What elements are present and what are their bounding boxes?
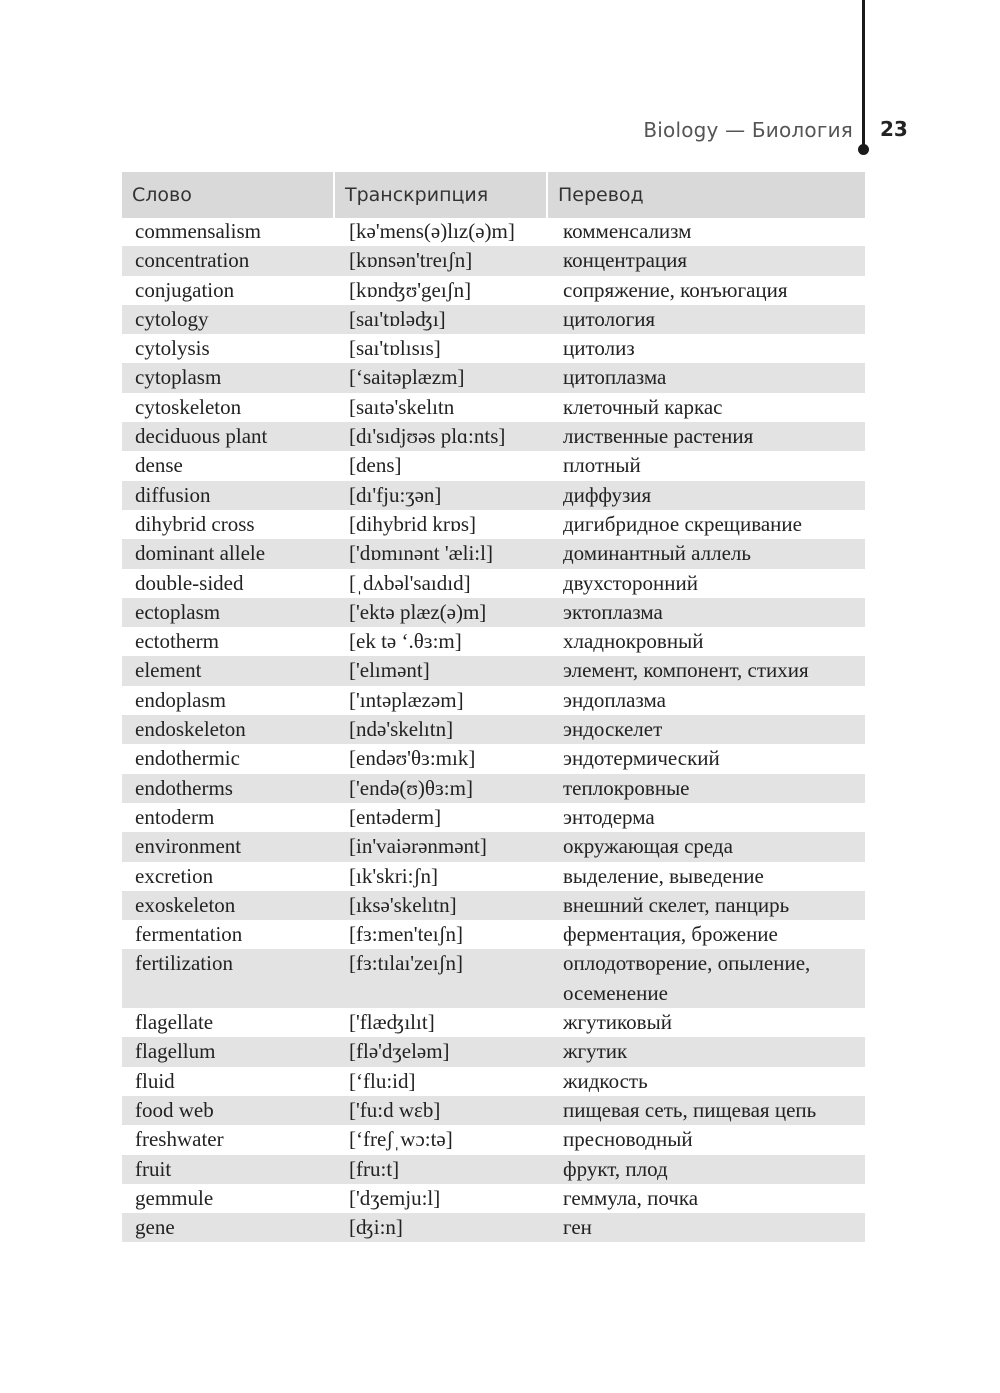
word-cell: double-sided (135, 570, 244, 595)
transcription-cell: [ˌdʌbəl'saıdıd] (349, 570, 471, 595)
table-row (122, 451, 865, 480)
transcription-cell: [dens] (349, 453, 402, 478)
translation-cell: энтодерма (563, 804, 655, 829)
table-row (122, 510, 865, 539)
word-cell: conjugation (135, 277, 235, 302)
word-cell: cytoplasm (135, 365, 222, 390)
transcription-cell: ['elımənt] (349, 658, 430, 683)
translation-cell: жгутик (563, 1039, 628, 1064)
translation-cell: выделение, выведение (563, 863, 764, 888)
transcription-cell: [ıksə'skelıtn] (349, 892, 457, 917)
page-marker-dot (858, 144, 869, 155)
word-cell: gene (135, 1215, 175, 1240)
transcription-cell: [kɒnsən'treıʃn] (349, 248, 473, 273)
word-cell: flagellate (135, 1010, 214, 1035)
table-row (122, 1184, 865, 1213)
word-cell: ectotherm (135, 629, 219, 654)
running-title: Biology — Биология (643, 118, 853, 142)
table-row (122, 598, 865, 627)
translation-cell: внешний скелет, панцирь (563, 892, 790, 917)
word-cell: commensalism (135, 219, 261, 243)
word-cell: endoplasm (135, 687, 226, 712)
translation-cell: фрукт, плод (563, 1156, 668, 1181)
word-cell: fermentation (135, 922, 243, 947)
transcription-cell: ['dʒemju:l] (349, 1185, 441, 1210)
transcription-cell: ['endə(ʊ)θɜ:m] (349, 775, 473, 800)
transcription-cell: ['flæʤılıt] (349, 1010, 435, 1035)
translation-cell: концентрация (563, 248, 688, 273)
translation-cell: ген (563, 1215, 592, 1240)
word-cell: cytolysis (135, 336, 210, 361)
word-cell: flagellum (135, 1039, 216, 1064)
table-row (122, 481, 865, 510)
translation-cell: эндоплазма (563, 687, 666, 712)
translation-cell: двухсторонний (563, 570, 698, 595)
transcription-cell: [kɒnʤʊ'geıʃn] (349, 277, 472, 302)
word-cell: dihybrid cross (135, 511, 255, 536)
table-row (122, 1096, 865, 1125)
word-cell: cytoskeleton (135, 394, 242, 419)
translation-cell: окружающая среда (563, 834, 733, 859)
transcription-cell: [saıtə'skelıtn (349, 394, 455, 419)
vocabulary-table (122, 172, 865, 1242)
translation-cell: ферментация, брожение (563, 922, 778, 947)
table-row (122, 276, 865, 305)
translation-cell: геммула, почка (563, 1185, 699, 1210)
table-row (122, 539, 865, 568)
word-cell: exoskeleton (135, 892, 236, 917)
table-row (122, 862, 865, 891)
transcription-cell: [dı'fju:ʒən] (349, 482, 442, 507)
transcription-cell: [endəʊ'θɜ:mık] (349, 746, 476, 771)
table-row (122, 627, 865, 656)
table-row (122, 774, 865, 803)
table-row (122, 569, 865, 598)
transcription-cell: [flə'dʒeləm] (349, 1039, 450, 1064)
table-row (122, 334, 865, 363)
transcription-cell: [dı'sıdjʊəs plɑ:nts] (349, 424, 506, 449)
word-cell: environment (135, 834, 242, 859)
table-row (122, 1037, 865, 1066)
translation-cell: эктоплазма (563, 599, 663, 624)
word-cell: gemmule (135, 1185, 214, 1210)
table-row (122, 1155, 865, 1184)
table-body (122, 217, 865, 1242)
translation-cell: цитоплазма (563, 365, 667, 390)
word-cell: endothermic (135, 746, 240, 771)
translation-cell: эндоскелет (563, 717, 663, 742)
translation-cell: комменсализм (563, 219, 692, 243)
transcription-cell: [entəderm] (349, 804, 442, 829)
table-row (122, 363, 865, 392)
table-row (122, 803, 865, 832)
word-cell: concentration (135, 248, 250, 273)
translation-cell: цитология (563, 306, 656, 331)
transcription-cell: [ndə'skelıtn] (349, 717, 454, 742)
transcription-cell: [‘flu:id] (349, 1068, 416, 1093)
transcription-cell: [kə'mens(ə)lız(ə)m] (349, 219, 515, 243)
translation-cell: хладнокровный (563, 629, 704, 654)
table-row (122, 246, 865, 275)
word-cell: fluid (135, 1068, 175, 1093)
word-cell: cytology (135, 306, 209, 331)
word-cell: freshwater (135, 1127, 224, 1152)
translation-cell: пресноводный (563, 1127, 693, 1152)
translation-cell: клеточный каркас (563, 394, 723, 419)
transcription-cell: [‘saitəplæzm] (349, 365, 465, 390)
translation-cell: плотный (563, 453, 641, 478)
translation-cell: цитолиз (563, 336, 635, 361)
table-row (122, 1008, 865, 1037)
column-header-transcription: Транскрипция (335, 172, 546, 218)
word-cell: fertilization (135, 951, 233, 976)
transcription-cell: ['dɒmınənt 'æli:l] (349, 541, 493, 566)
translation-cell: доминантный аллель (563, 541, 751, 566)
transcription-cell: [in'vaiərənmənt] (349, 834, 487, 859)
word-cell: food web (135, 1097, 214, 1122)
translation-cell: эндотермический (563, 746, 720, 771)
word-cell: endoskeleton (135, 717, 246, 742)
table-row (122, 715, 865, 744)
translation-cell: дигибридное скрещивание (563, 511, 802, 536)
transcription-cell: [dihybrid krɒs] (349, 511, 477, 536)
transcription-cell: [‘freʃˌwɔ:tə] (349, 1127, 453, 1152)
table-row (122, 949, 865, 1008)
table-row (122, 1067, 865, 1096)
word-cell: dense (135, 453, 183, 478)
transcription-cell: [fɜ:tılaı'zeıʃn] (349, 951, 464, 976)
transcription-cell: [fru:t] (349, 1156, 400, 1181)
translation-cell: пищевая сеть, пищевая цепь (563, 1097, 817, 1122)
word-cell: entoderm (135, 804, 215, 829)
table-row (122, 393, 865, 422)
transcription-cell: [saı'tɒləʤı] (349, 306, 446, 331)
table-row (122, 656, 865, 685)
transcription-cell: [fɜ:men'teıʃn] (349, 922, 464, 947)
translation-cell: жидкость (563, 1068, 648, 1093)
translation-cell: оплодотворение, опыление, осеменение (563, 951, 811, 1005)
table-row (122, 686, 865, 715)
table-row (122, 422, 865, 451)
word-cell: endotherms (135, 775, 233, 800)
transcription-cell: [ek tə ‘.θɜ:m] (349, 629, 462, 654)
table-row (122, 832, 865, 861)
table-row (122, 1125, 865, 1154)
transcription-cell: ['ektə plæz(ə)m] (349, 599, 487, 624)
transcription-cell: [ʤi:n] (349, 1215, 403, 1240)
page-number: 23 (880, 117, 908, 141)
translation-cell: диффузия (563, 482, 652, 507)
table-row (122, 891, 865, 920)
word-cell: fruit (135, 1156, 172, 1181)
column-header-translation: Перевод (548, 172, 865, 218)
table-row (122, 305, 865, 334)
translation-cell: теплокровные (563, 775, 690, 800)
translation-cell: элемент, компонент, стихия (563, 658, 809, 683)
word-cell: dominant allele (135, 541, 266, 566)
transcription-cell: ['ıntəplæzəm] (349, 687, 464, 712)
translation-cell: сопряжение, конъюгация (563, 277, 788, 302)
word-cell: diffusion (135, 482, 211, 507)
table-row (122, 1213, 865, 1242)
table-row (122, 217, 865, 246)
translation-cell: жгутиковый (563, 1010, 672, 1035)
transcription-cell: ['fu:d wεb] (349, 1097, 441, 1122)
column-header-word: Слово (122, 172, 333, 218)
translation-cell: лиственные растения (563, 424, 754, 449)
table-header (122, 172, 865, 217)
table-row (122, 744, 865, 773)
word-cell: element (135, 658, 202, 683)
word-cell: deciduous plant (135, 424, 268, 449)
table-row (122, 920, 865, 949)
transcription-cell: [saı'tɒlısıs] (349, 336, 441, 361)
page-marker-line (862, 0, 865, 148)
word-cell: excretion (135, 863, 214, 888)
transcription-cell: [ık'skri:ʃn] (349, 863, 438, 888)
word-cell: ectoplasm (135, 599, 221, 624)
